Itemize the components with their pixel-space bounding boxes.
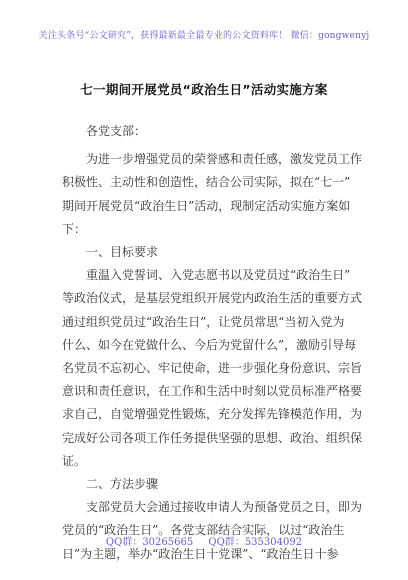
methods-line: 支部党员大会通过接收申请人为预备党员之日，即为 (86, 500, 363, 515)
intro-line: 为进一步增强党员的荣誉感和责任感，激发党员工作 (86, 152, 363, 167)
document-body (62, 114, 363, 566)
section-heading-methods: 二、方法步骤 (86, 477, 159, 492)
goals-line: 什么、如今在党做什么、今后为党留什么”，激励引导每 (62, 337, 357, 352)
intro-line: 积极性、主动性和创造性，结合公司实际，拟在“七一” (62, 175, 351, 190)
qq-group-1: QQ群：30265665 (105, 537, 194, 548)
footer-contacts (0, 533, 408, 548)
goals-line: 求自己，自觉增强党性锻炼，充分发挥先锋模范作用，为 (62, 407, 363, 422)
qq-group-2: QQ群：535304092 (208, 537, 303, 548)
document-title: 七一期间开展党员“政治生日”活动实施方案 (80, 82, 328, 97)
salutation: 各党支部： (86, 124, 147, 138)
section-heading-goals: 一、目标要求 (86, 245, 159, 260)
goals-line: 重温入党誓词、入党志愿书以及党员过“政治生日” (86, 268, 351, 283)
goals-line: 完成好公司各项工作任务提供坚强的思想、政治、组织保 (62, 430, 363, 445)
intro-line: 下： (62, 221, 87, 236)
intro-line: 期间开展党员“政治生日”活动，现制定活动实施方案如 (62, 198, 351, 213)
methods-line: 党员的“政治生日”。各党支部结合实际，以过“政治生 (62, 523, 345, 538)
goals-line: 证。 (62, 453, 87, 468)
promo-banner: 关注头条号“公文研究”，获得最新最全最专业的公文资料库！ 微信：gongwenyj (38, 31, 370, 41)
methods-line: 日”为主题，举办“政治生日十党课”、“政治生日十参 (62, 546, 339, 561)
goals-line: 意识和责任意识，在工作和生活中时刻以党员标准严格要 (62, 384, 363, 399)
goals-line: 通过组织党员过“政治生日”，让党员常思“当初入党为 (62, 314, 345, 329)
goals-line: 等政治仪式，是基层党组织开展党内政治生活的重要方式 (62, 291, 363, 306)
goals-line: 名党员不忘初心、牢记使命，进一步强化身份意识、宗旨 (62, 361, 363, 376)
